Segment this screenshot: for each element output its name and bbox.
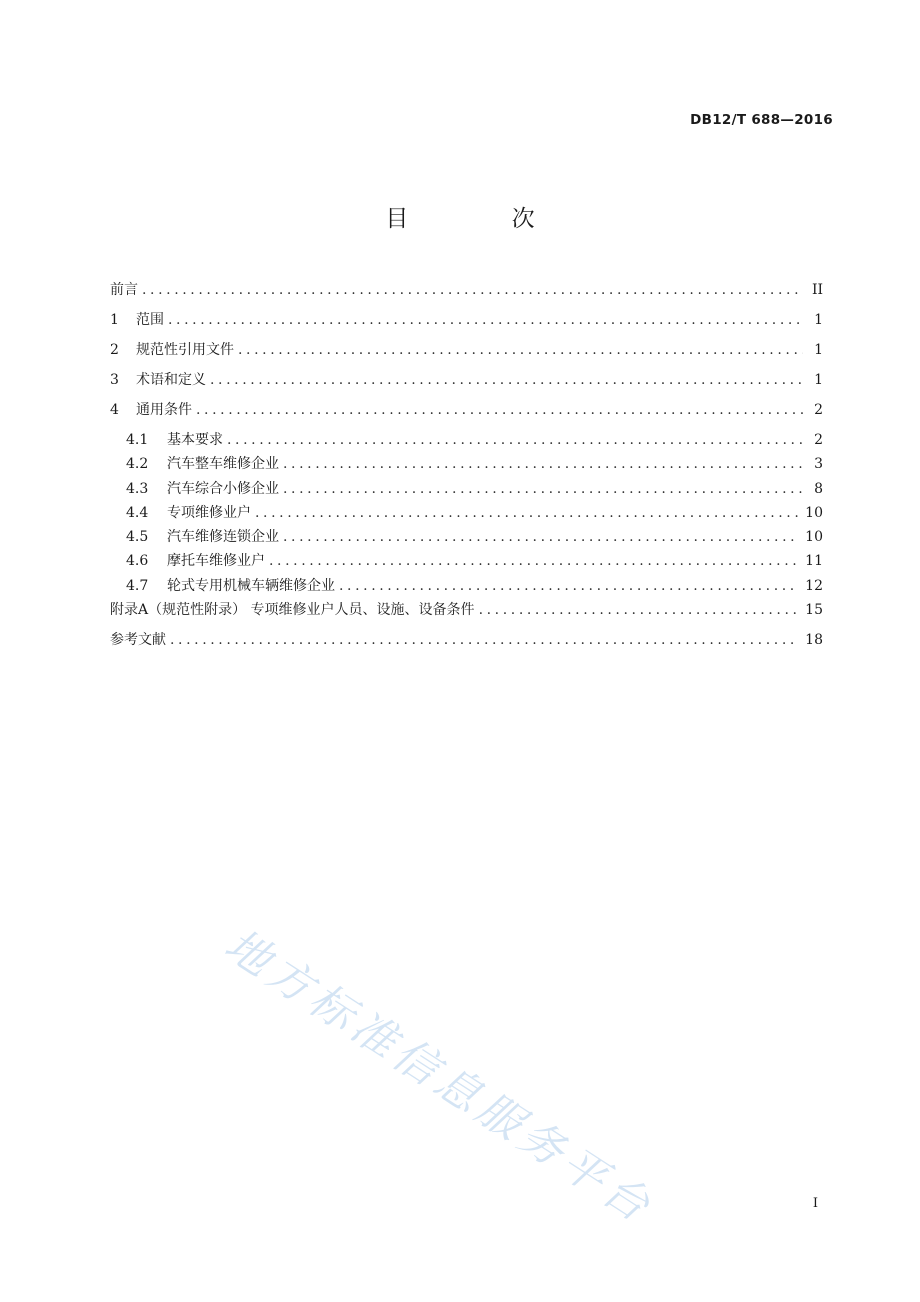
toc-dot-leader xyxy=(339,578,799,594)
toc-entry[interactable] xyxy=(110,478,823,502)
toc-entry[interactable] xyxy=(110,339,823,369)
toc-entry-page: 1 xyxy=(814,372,823,388)
toc-entry-page: 11 xyxy=(805,553,823,570)
toc-entry[interactable] xyxy=(110,309,823,339)
toc-entry-page: 8 xyxy=(814,480,823,497)
toc-entry-number: 4.7 xyxy=(126,577,149,594)
toc-entry-label: 汽车综合小修企业 xyxy=(167,480,279,497)
toc-entry-label: 规范性引用文件 xyxy=(136,342,234,358)
toc-entry-label: 附录A（规范性附录） 专项维修业户人员、设施、设备条件 xyxy=(110,602,475,619)
document-code: DB12/T 688—2016 xyxy=(690,112,833,128)
toc-entry[interactable] xyxy=(110,429,823,453)
toc-dot-leader xyxy=(170,632,799,648)
toc-entry-page: 10 xyxy=(805,529,823,546)
toc-dot-leader xyxy=(142,282,803,298)
toc-entry-page: II xyxy=(811,282,823,298)
toc-entry-number: 4.2 xyxy=(126,456,149,473)
toc-dot-leader xyxy=(283,529,799,545)
toc-entry-page: 1 xyxy=(814,342,823,358)
toc-entry[interactable] xyxy=(110,453,823,477)
toc-entry-page: 2 xyxy=(814,402,823,418)
toc-entry[interactable] xyxy=(110,575,823,599)
toc-entry[interactable] xyxy=(110,526,823,550)
page-number: I xyxy=(812,1196,818,1211)
toc-dot-leader xyxy=(210,372,803,388)
toc-entry[interactable] xyxy=(110,279,823,309)
toc-dot-leader xyxy=(269,553,799,569)
toc-entry-page: 10 xyxy=(805,504,823,521)
toc-entry-number: 4.5 xyxy=(126,529,149,546)
toc-entry-number: 4.4 xyxy=(126,504,149,521)
toc-dot-leader xyxy=(255,505,799,521)
toc-entry-label: 参考文献 xyxy=(110,632,166,649)
toc-entry[interactable] xyxy=(110,599,823,629)
toc-entry-page: 15 xyxy=(805,602,823,619)
table-of-contents xyxy=(110,279,823,659)
toc-entry[interactable] xyxy=(110,369,823,399)
toc-entry-number: 3 xyxy=(110,372,119,388)
toc-entry[interactable] xyxy=(110,629,823,659)
toc-entry-page: 2 xyxy=(814,432,823,448)
toc-entry-number: 4.6 xyxy=(126,553,149,570)
toc-entry[interactable] xyxy=(110,550,823,574)
toc-entry-page: 18 xyxy=(805,632,823,649)
toc-dot-leader xyxy=(168,312,803,328)
toc-entry[interactable] xyxy=(110,399,823,429)
toc-dot-leader xyxy=(283,456,803,472)
toc-entry-page: 12 xyxy=(805,577,823,594)
toc-entry-label: 术语和定义 xyxy=(136,372,206,388)
toc-entry-number: 1 xyxy=(110,312,119,328)
toc-entry[interactable] xyxy=(110,502,823,526)
toc-dot-leader xyxy=(479,602,800,618)
toc-entry-label: 基本要求 xyxy=(167,432,223,448)
toc-entry-label: 范围 xyxy=(136,312,164,328)
toc-entry-label: 摩托车维修业户 xyxy=(167,553,265,570)
toc-dot-leader xyxy=(227,432,803,448)
toc-entry-label: 通用条件 xyxy=(136,402,192,418)
toc-entry-number: 4 xyxy=(110,402,119,418)
toc-dot-leader xyxy=(283,481,803,497)
toc-entry-label: 前言 xyxy=(110,282,138,298)
toc-entry-label: 专项维修业户 xyxy=(167,504,251,521)
toc-entry-page: 1 xyxy=(814,312,823,328)
toc-entry-number: 2 xyxy=(110,342,119,358)
toc-entry-number: 4.1 xyxy=(126,432,149,448)
toc-title: 目 次 xyxy=(385,206,583,232)
toc-entry-number: 4.3 xyxy=(126,480,149,497)
toc-entry-label: 汽车整车维修企业 xyxy=(167,456,279,473)
toc-dot-leader xyxy=(238,342,803,358)
toc-entry-label: 汽车维修连锁企业 xyxy=(167,529,279,546)
toc-dot-leader xyxy=(196,402,803,418)
watermark: 地方标准信息服务平台 xyxy=(215,919,663,1235)
toc-entry-label: 轮式专用机械车辆维修企业 xyxy=(167,577,335,594)
toc-entry-page: 3 xyxy=(814,456,823,473)
